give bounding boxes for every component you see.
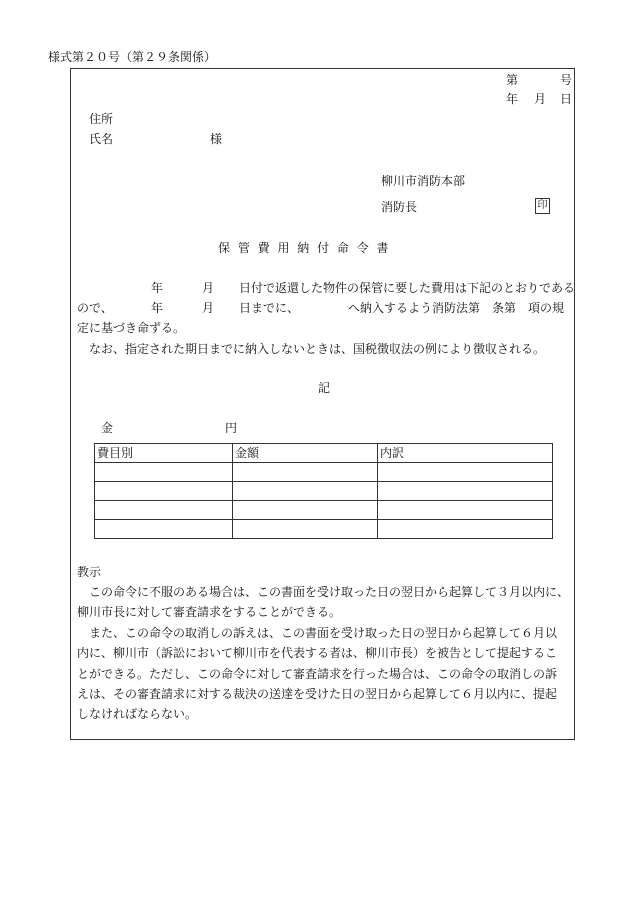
- table-row: [95, 520, 553, 539]
- date-month: 月: [534, 92, 547, 106]
- amount-unit: 円: [225, 421, 238, 435]
- instruction-line: また、この命令の取消しの訴えは、この書面を受け取った日の翌日から起算して６月以: [89, 626, 558, 640]
- table-cell[interactable]: [95, 520, 233, 539]
- form-number: 様式第２０号（第２９条関係）: [48, 50, 217, 64]
- document-title: 保 管 費 用 納 付 命 令 書: [218, 241, 391, 255]
- doc-number-go: 号: [560, 73, 573, 87]
- body-line1-year: 年: [151, 281, 164, 295]
- body-line2-text: へ納入するよう消防法第 条第 項の規: [348, 301, 565, 315]
- fee-table: [94, 443, 553, 539]
- address-label: 住所: [89, 112, 114, 126]
- instruction-line: 内に、柳川市（訴訟において柳川市を代表する者は、柳川市長）を被告として提起するこ: [77, 646, 558, 660]
- name-label: 氏名: [89, 132, 114, 146]
- body-line1-month: 月: [202, 281, 215, 295]
- body-line2-mid: 日までに、: [239, 301, 300, 315]
- table-cell[interactable]: [233, 463, 378, 482]
- table-cell[interactable]: [233, 482, 378, 501]
- table-cell[interactable]: [378, 501, 553, 520]
- col-header-amount: 金額: [233, 444, 378, 463]
- body-line3: 定に基づき命ずる。: [77, 321, 186, 335]
- honorific-sama: 様: [210, 132, 223, 146]
- instruction-line: この命令に不服のある場合は、この書面を受け取った日の翌日から起算して３月以内に、: [89, 585, 570, 599]
- body-line2-year: 年: [151, 301, 164, 315]
- table-cell[interactable]: [233, 501, 378, 520]
- table-row: [95, 501, 553, 520]
- issuer-title: 消防長: [381, 200, 418, 214]
- table-cell[interactable]: [378, 482, 553, 501]
- table-header-row: [95, 444, 553, 463]
- body-line1-text: 日付で返還した物件の保管に要した費用は下記のとおりである: [239, 281, 576, 295]
- instruction-line: とができる。ただし、この命令に対して審査請求を行った場合は、この命令の取消しの訴: [77, 667, 558, 681]
- doc-number-dai: 第: [506, 73, 519, 87]
- table-cell[interactable]: [95, 482, 233, 501]
- table-cell[interactable]: [378, 520, 553, 539]
- date-day: 日: [560, 92, 573, 106]
- table-cell[interactable]: [95, 501, 233, 520]
- body-line4: なお、指定された期日までに納入しないときは、国税徴収法の例により徴収される。: [89, 342, 546, 356]
- ki-heading: 記: [318, 381, 331, 395]
- table-cell[interactable]: [95, 463, 233, 482]
- col-header-category: 費目別: [95, 444, 233, 463]
- table-row: [95, 463, 553, 482]
- table-cell[interactable]: [233, 520, 378, 539]
- col-header-breakdown: 内訳: [378, 444, 553, 463]
- amount-label: 金: [101, 421, 114, 435]
- instruction-line: しなければならない。: [77, 707, 198, 721]
- body-line2-prefix: ので、: [77, 301, 113, 315]
- table-row: [95, 482, 553, 501]
- body-line2-month: 月: [202, 301, 215, 315]
- instruction-line: 柳川市長に対して審査請求をすることができる。: [77, 605, 342, 619]
- seal-mark: 印: [535, 198, 550, 214]
- date-year: 年: [506, 92, 519, 106]
- issuer-org: 柳川市消防本部: [381, 174, 466, 188]
- instruction-heading: 教示: [77, 565, 102, 579]
- instruction-line: えは、その審査請求に対する裁決の送達を受けた日の翌日から起算して６月以内に、提起: [77, 687, 558, 701]
- table-cell[interactable]: [378, 463, 553, 482]
